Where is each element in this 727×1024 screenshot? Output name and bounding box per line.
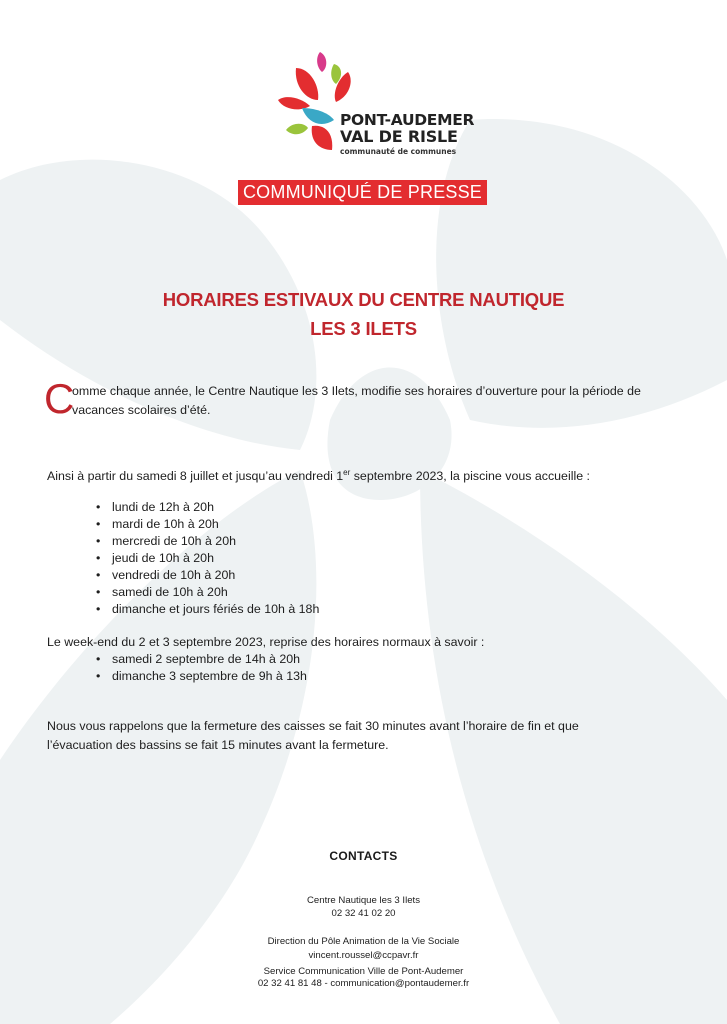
- contacts-heading: CONTACTS: [329, 849, 398, 863]
- contact-communication-service: Service Communication Ville de Pont-Audemer: [263, 966, 464, 977]
- intro-dropcap: C: [44, 375, 75, 422]
- list-item: • samedi 2 septembre de 14h à 20h: [96, 651, 307, 668]
- logo-subtitle: communauté de communes: [340, 147, 457, 156]
- logo-name-line1: PONT-AUDEMER: [340, 111, 475, 129]
- summer-superscript: er: [343, 468, 351, 477]
- list-item: • dimanche et jours fériés de 10h à 18h: [96, 601, 319, 618]
- page-title-line1: HORAIRES ESTIVAUX DU CENTRE NAUTIQUE: [162, 289, 565, 310]
- contact-nautical-centre: Centre Nautique les 3 Ilets: [306, 895, 421, 906]
- reminder-line1: Nous vous rappelons que la fermeture des caisses se fait 30 minutes avant l’horaire de fin et que: [47, 719, 579, 733]
- list-item: • mardi de 10h à 20h: [96, 516, 319, 533]
- logo: [272, 46, 475, 166]
- contact-nautical-phone: 02 32 41 02 20: [331, 908, 396, 919]
- reminder-line2: l’évacuation des bassins se fait 15 minutes avant la fermeture.: [47, 738, 389, 752]
- list-item: • jeudi de 10h à 20h: [96, 550, 319, 567]
- page-title-line2: LES 3 ILETS: [310, 318, 417, 339]
- list-item: • samedi de 10h à 20h: [96, 584, 319, 601]
- list-item: • lundi de 12h à 20h: [96, 499, 319, 516]
- summer-sentence-before: Ainsi à partir du samedi 8 juillet et jusqu’au vendredi 1: [47, 469, 344, 483]
- logo-name-line2: VAL DE RISLE: [340, 127, 458, 146]
- contact-direction: Direction du Pôle Animation de la Vie Sociale: [267, 936, 460, 947]
- list-item: • vendredi de 10h à 20h: [96, 567, 319, 584]
- summer-hours-list: [96, 499, 319, 618]
- press-release-badge: COMMUNIQUÉ DE PRESSE: [238, 180, 487, 205]
- intro-line2: vacances scolaires d’été.: [72, 403, 211, 417]
- intro-line1: omme chaque année, le Centre Nautique les 3 Ilets, modifie ses horaires d’ouverture pour la période de: [72, 384, 641, 398]
- list-item: • dimanche 3 septembre de 9h à 13h: [96, 668, 307, 685]
- contact-direction-email[interactable]: vincent.roussel@ccpavr.fr: [308, 950, 419, 961]
- summer-sentence: [47, 467, 590, 486]
- weekend-hours-list: [96, 651, 307, 685]
- contact-communication-details[interactable]: 02 32 41 81 48 - communication@pontaudemer.fr: [257, 978, 470, 989]
- list-item: • mercredi de 10h à 20h: [96, 533, 319, 550]
- summer-sentence-after: septembre 2023, la piscine vous accueille :: [350, 469, 590, 483]
- weekend-sentence: Le week-end du 2 et 3 septembre 2023, reprise des horaires normaux à savoir :: [47, 635, 485, 649]
